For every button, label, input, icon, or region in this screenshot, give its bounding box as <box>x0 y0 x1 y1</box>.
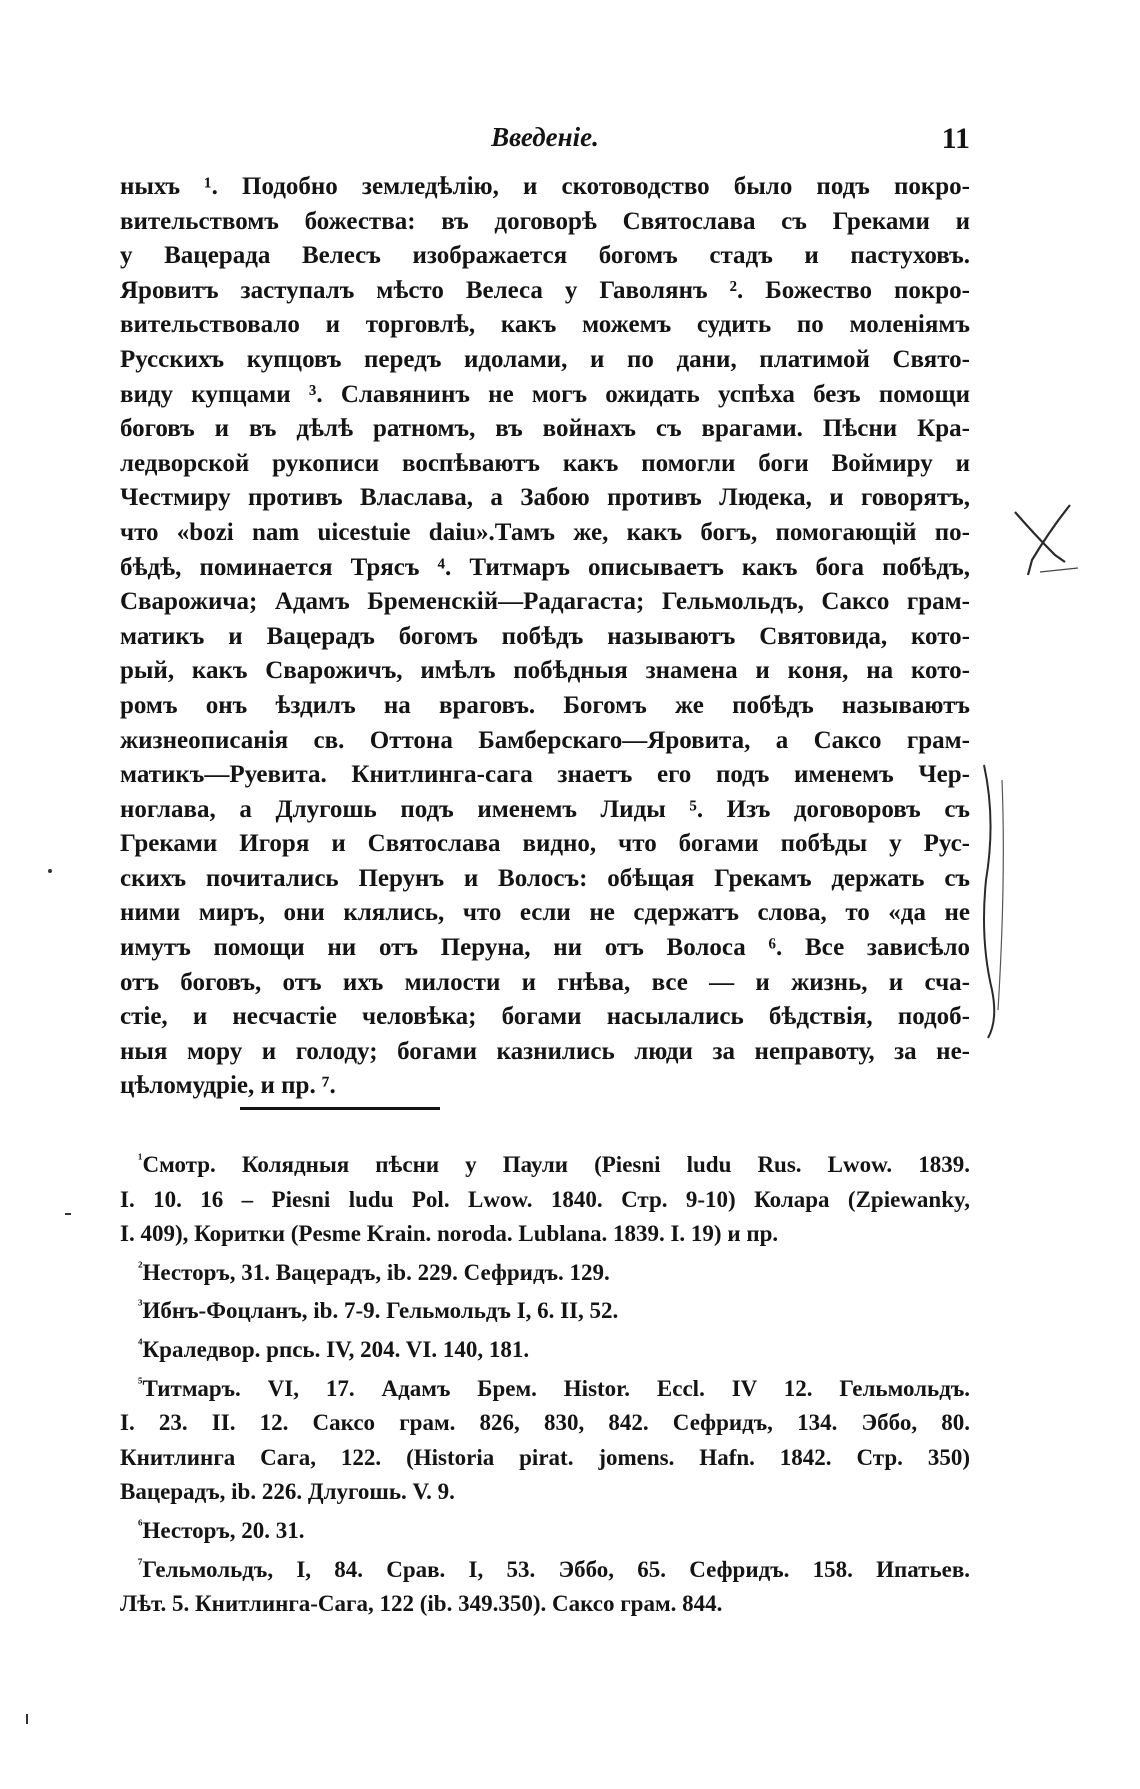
footnote <box>120 1148 970 1252</box>
footnote-line: I. 409), Коритки (Pesme Krain. noroda. Lublana. 1839. I. 19) и пр. <box>120 1221 779 1247</box>
text-line: матикъ и Вацерадъ богомъ побѣдъ называютъ Святовида, кото- <box>120 622 970 650</box>
footnote-line: Лѣт. 5. Книтлинга-Сага, 122 (ib. 349.350). Саксо грам. 844. <box>120 1591 723 1617</box>
footnote-marker: ⁴ <box>138 1336 143 1353</box>
text-line: ноглава, а Длугошь подъ именемъ Лиды ⁵. Изъ договоровъ съ <box>120 795 970 823</box>
footnote-text: Несторъ, 31. Вацерадъ, ib. 229. Сефридъ. 129. <box>142 1259 610 1285</box>
text-line: отъ боговъ, отъ ихъ милости и гнѣва, все — и жизнь, и сча- <box>120 968 970 996</box>
page-header <box>120 122 970 162</box>
footnote-line <box>120 1256 970 1291</box>
handwritten-x-mark-icon <box>1010 500 1080 580</box>
stray-dash <box>65 1213 71 1215</box>
footnote <box>120 1514 970 1549</box>
text-line: у Вацерада Велесъ изображается богомъ стадъ и пастуховъ. <box>120 242 970 270</box>
stray-tick <box>26 1714 28 1724</box>
text-line: ныя мору и голоду; богами казнились люди за неправоту, за не- <box>120 1037 970 1065</box>
footnote <box>120 1256 970 1291</box>
text-line: что «bozi nam uicestuie daiu».Тамъ же, какъ богъ, помогающій по- <box>120 518 970 546</box>
footnote <box>120 1294 970 1329</box>
footnote-marker: ³ <box>138 1297 143 1314</box>
footnote-line: Вацерадъ, ib. 226. Длугошь. V. 9. <box>120 1479 455 1505</box>
text-line: боговъ и въ дѣлѣ ратномъ, въ войнахъ съ врагами. Пѣсни Кра- <box>120 415 970 443</box>
footnotes <box>120 1148 970 1626</box>
stray-dot <box>48 869 52 873</box>
text-line: ромъ онъ ѣздилъ на враговъ. Богомъ же побѣдъ называютъ <box>120 691 970 719</box>
footnote-line <box>120 1372 970 1407</box>
text-line: виду купцами ³. Славянинъ не могъ ожидать успѣха безъ помощи <box>120 380 970 408</box>
text-line: ледворской рукописи воспѣваютъ какъ помогли боги Воймиру и <box>120 449 970 477</box>
handwritten-margin-bracket-icon <box>978 760 1008 1040</box>
footnote-text: Титмаръ. VI, 17. Адамъ Брем. Histor. Eccl. IV 12. Гельмольдъ. <box>142 1375 970 1401</box>
footnote-text: Ибнъ-Фоцланъ, ib. 7-9. Гельмольдъ I, 6. II, 52. <box>142 1298 619 1324</box>
footnote-line <box>120 1333 970 1368</box>
text-line: рый, какъ Сварожичъ, имѣлъ побѣдныя знамена и коня, на кото- <box>120 657 970 685</box>
text-line: Греками Игоря и Святослава видно, что богами побѣды у Рус- <box>120 830 970 858</box>
footnote-marker: ¹ <box>138 1151 143 1168</box>
text-line: матикъ—Руевита. Книтлинга-сага знаетъ его подъ именемъ Чер- <box>120 761 970 789</box>
footnote-line: I. 10. 16 – Piesni ludu Pol. Lwow. 1840. Стр. 9-10) Колара (Zpiewanky, <box>120 1186 970 1212</box>
footnote-line <box>120 1553 970 1588</box>
footnote-line <box>120 1294 970 1329</box>
text-line: жизнеописанія св. Оттона Бамберскаго—Яровита, а Саксо грам- <box>120 726 970 754</box>
text-line: Яровитъ заступалъ мѣсто Велеса у Гаволянъ ². Божество покро- <box>120 276 970 304</box>
footnote <box>120 1372 970 1510</box>
main-text <box>120 170 970 1104</box>
footnote-marker: ⁷ <box>138 1555 143 1572</box>
footnote-line <box>120 1148 970 1183</box>
footnote-text: Несторъ, 20. 31. <box>142 1517 305 1543</box>
footnote <box>120 1333 970 1368</box>
footnote-text: Гельмольдъ, I, 84. Срав. I, 53. Эббо, 65. Сефридъ. 158. Ипатьев. <box>142 1556 970 1582</box>
footnote-line: Книтлинга Сага, 122. (Historia pirat. jomens. Hafn. 1842. Стр. 350) <box>120 1444 970 1470</box>
running-title: Введеніе. <box>491 122 599 152</box>
footnote-marker: ⁵ <box>138 1374 143 1391</box>
text-line: вительствомъ божества: въ договорѣ Святослава съ Греками и <box>120 207 970 235</box>
text-line: Сварожича; Адамъ Бременскій—Радагаста; Гельмольдъ, Саксо грам- <box>120 588 970 616</box>
footnote-line: I. 23. II. 12. Саксо грам. 826, 830, 842. Сефридъ, 134. Эббо, 80. <box>120 1410 970 1436</box>
text-line: имутъ помощи ни отъ Перуна, ни отъ Волоса ⁶. Все зависѣло <box>120 934 970 962</box>
footnote-marker: ⁶ <box>138 1517 143 1534</box>
footnote-text: Краледвор. рпсь. IV, 204. VI. 140, 181. <box>142 1336 530 1362</box>
text-line: ныхъ ¹. Подобно земледѣлію, и скотоводство было подъ покро- <box>120 173 970 200</box>
text-line: ними миръ, они клялись, что если не сдержатъ слова, то «да не <box>120 899 970 927</box>
footnote-marker: ² <box>138 1259 143 1276</box>
text-line: вительствовало и торговлѣ, какъ можемъ судить по моленіямъ <box>120 311 970 339</box>
footnote-line <box>120 1514 970 1549</box>
text-line: Русскихъ купцовъ передъ идолами, и по дани, платимой Свято- <box>120 345 970 373</box>
text-line: Честмиру противъ Власлава, а Забою противъ Людека, и говорятъ, <box>120 484 970 512</box>
text-line: цѣломудріе, и пр. ⁷. <box>120 1072 336 1100</box>
page-number: 11 <box>941 122 970 155</box>
footnote-separator-rule <box>240 1107 440 1110</box>
text-line: стіе, и несчастіе человѣка; богами насылались бѣдствія, подоб- <box>120 1003 970 1031</box>
footnote-text: Смотр. Колядныя пѣсни у Паули (Piesni ludu Rus. Lwow. 1839. <box>142 1152 970 1177</box>
footnote <box>120 1553 970 1622</box>
text-line: бѣдѣ, поминается Трясъ ⁴. Титмаръ описываетъ какъ бога побѣдъ, <box>120 553 970 581</box>
text-line: скихъ почитались Перунъ и Волосъ: обѣщая Грекамъ держать съ <box>120 864 970 892</box>
